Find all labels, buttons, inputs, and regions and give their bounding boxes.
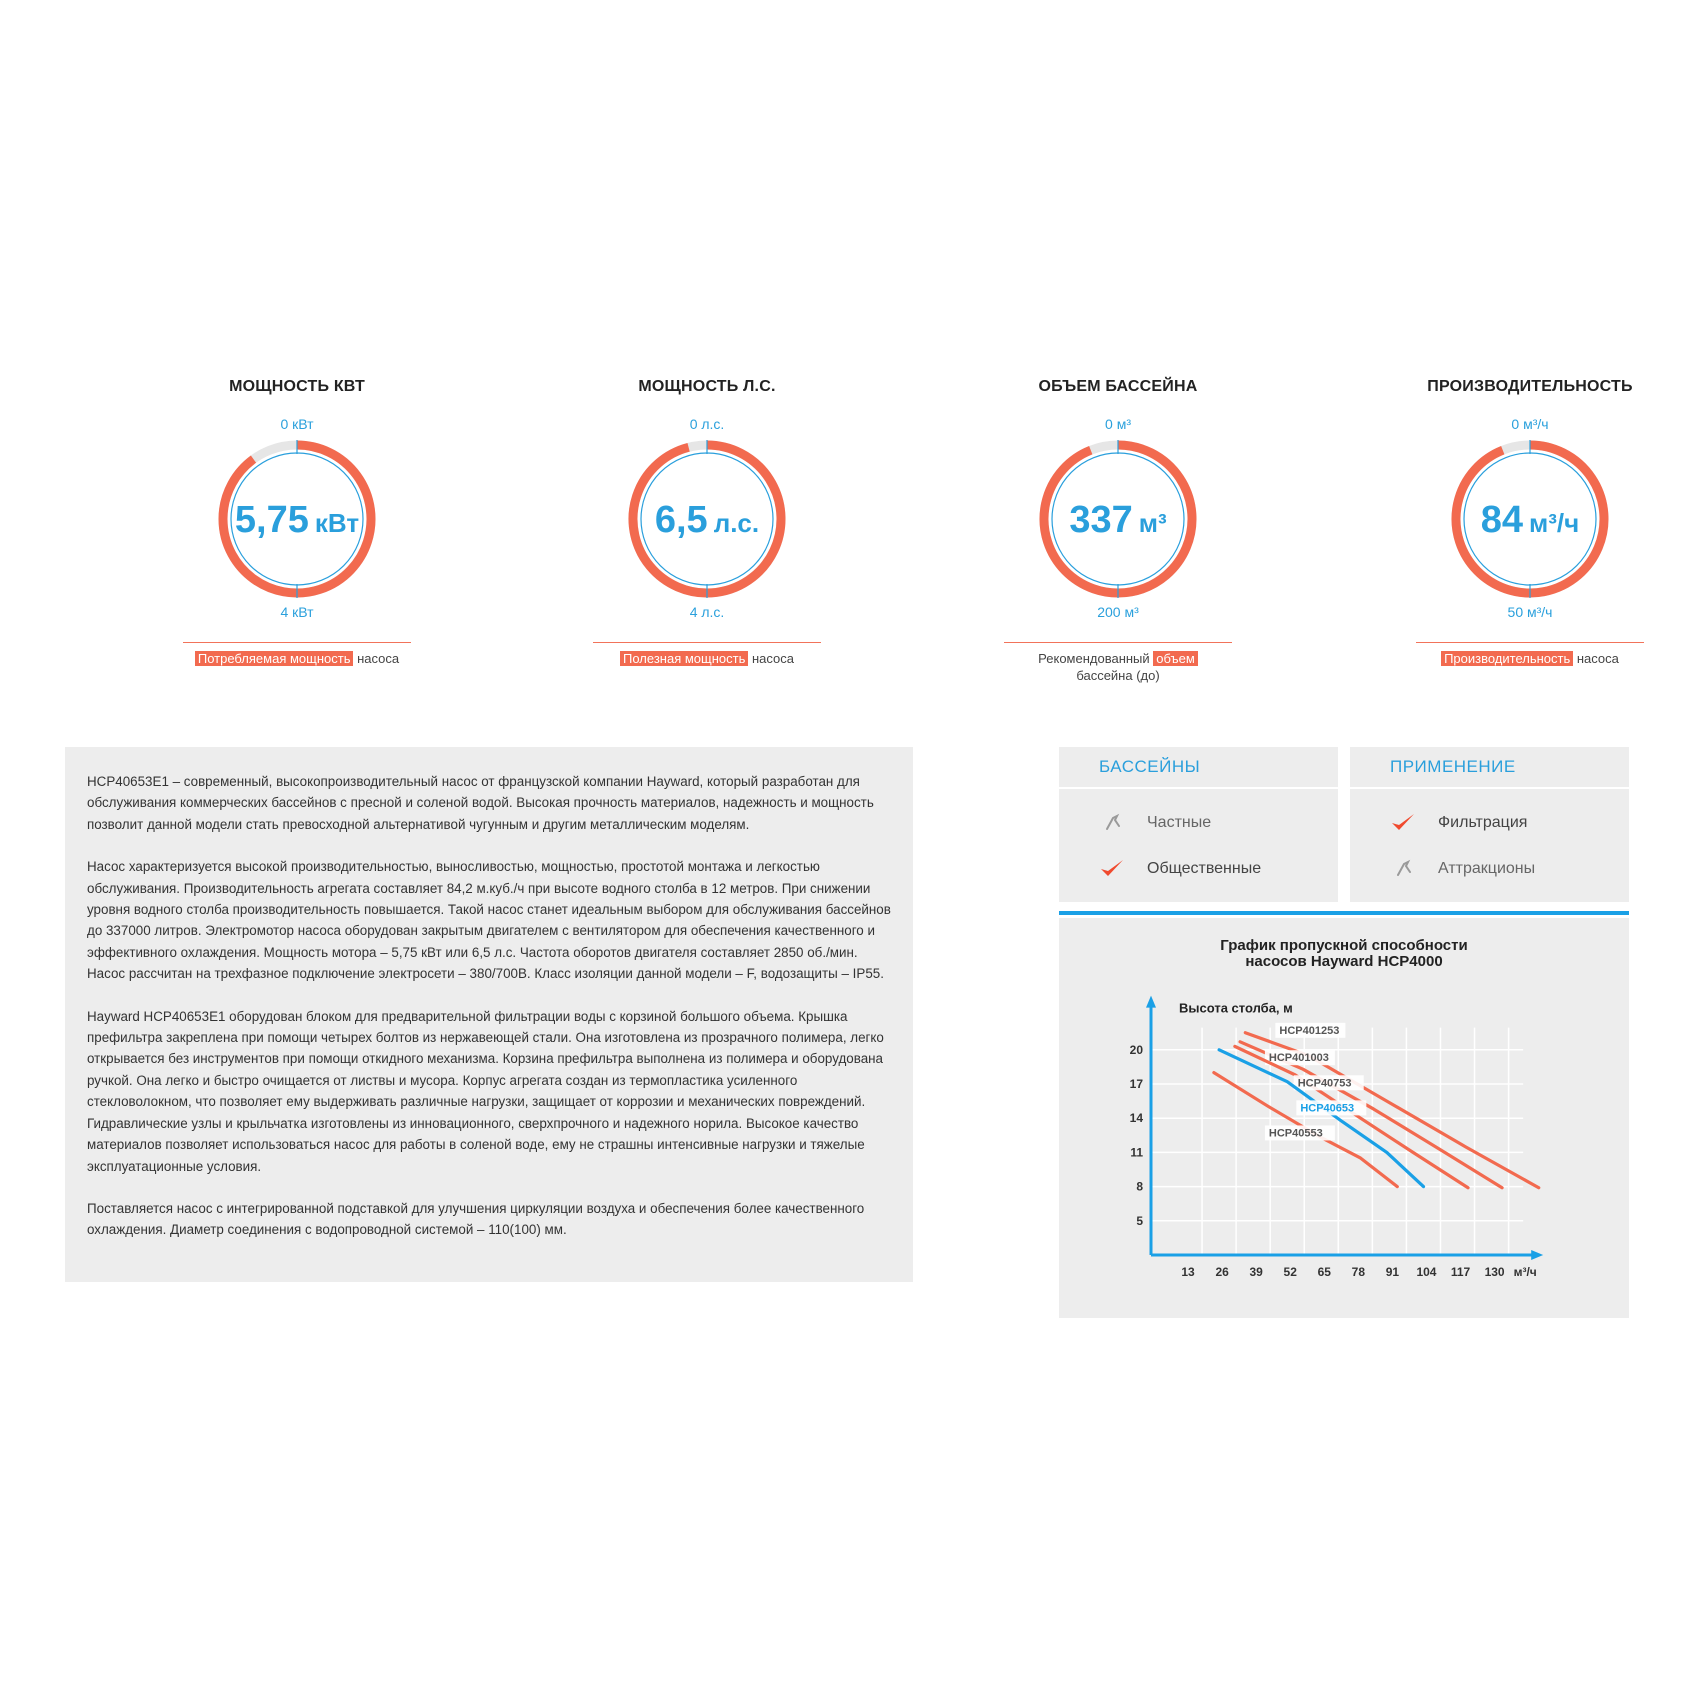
caption-text: насоса (353, 651, 400, 666)
gauge-value-number: 5,75 (234, 499, 309, 541)
gauge-max-label: 200 м³ (1097, 604, 1139, 620)
series-tag-label: HCP401003 (1268, 1052, 1329, 1065)
series-tag-label: HCP40753 (1297, 1077, 1352, 1090)
gauge-value-number: 337 (1069, 499, 1133, 541)
caption-highlight: Производительность (1441, 651, 1573, 666)
y-tick-label: 5 (1136, 1213, 1143, 1228)
gauge-power-kw (177, 378, 417, 667)
x-tick-label: 65 (1317, 1265, 1331, 1279)
y-tick-label: 11 (1130, 1145, 1143, 1160)
series-tag-label: HCP40653 (1300, 1102, 1355, 1115)
x-tick-label: 104 (1416, 1265, 1437, 1279)
gauge-dial (212, 434, 382, 604)
cross-icon (1390, 858, 1416, 880)
y-axis-arrow-icon (1146, 996, 1156, 1008)
gauge-value-number: 84 (1480, 499, 1524, 541)
gauge-caption (998, 650, 1238, 684)
x-axis-unit: м³/ч (1513, 1265, 1537, 1279)
gauge-value-unit: м³ (1138, 508, 1167, 538)
gauge-value-unit: л.с. (713, 508, 760, 538)
caption-text: насоса (1573, 651, 1619, 666)
description-paragraph: HCP40653E1 – современный, высокопроизводительный насос от французской компании Hayward, который разработан для обслуживания коммерческих бассейнов с пресной и соленой водой. Высокая прочность материалов, надежность и мощность позволит данной модели стать превосходной альтернативой чугунным и другим металлическим моделям. (87, 774, 874, 832)
description-paragraph: Hayward HCP40653E1 оборудован блоком для предварительной фильтрации воды с корзиной большого объема. Крышка префильтра закреплена при помощи четырех болтов из нержавеющей стали. Она изготовлена из прозрачного полимера, легко открывается без инструментов при помощи откидного механизма. Корзина префильтра выполнена из полимера и оборудована ручкой. Она легко и быстро очищается от листвы и мусора. Корпус агрегата создан из термопластика усиленного стекловолокном, что позволяет ему выдерживать различные нагрузки, защищает от коррозии и механических повреждений. Гидравлические узлы и крыльчатка изготовлены из инновационного, сверхпрочного и надежного норила. Высокое качество материалов позволяет использоваться насос для работы в соленой воде, ему не страшны интенсивные нагрузки и тяжелые эксплуатационные условия. (87, 1008, 884, 1174)
flow-chart-panel (1059, 918, 1629, 1318)
divider (1416, 642, 1644, 643)
panel-title: БАССЕЙНЫ (1059, 747, 1338, 789)
gauge-max-label: 50 м³/ч (1507, 604, 1553, 620)
checkmark-icon (1099, 858, 1125, 880)
gauge-min-label: 0 м³ (1105, 416, 1131, 432)
gauge-power-hp (587, 378, 827, 667)
gauge-title: ОБЪЕМ БАССЕЙНА (1038, 378, 1198, 395)
checkmark-icon (1390, 812, 1416, 834)
divider (1004, 642, 1232, 643)
pools-panel (1059, 747, 1338, 902)
description-paragraph: Насос характеризуется высокой производительностью, выносливостью, мощностью, простотой монтажа и легкостью обслуживания. Производительность агрегата составляет 84,2 м.куб./ч при высоте водного столба в 12 метров. При снижении уровня водного столба производительность повышается. Такой насос станет идеальным выбором для обслуживания бассейнов до 337000 литров. Электромотор насоса оборудован закрытым двигателем с вентилятором для обеспечения качественного и эффективного охлаждения. Мощность мотора – 5,75 кВт или 6,5 л.с. Частота оборотов двигателя составляет 2850 об./мин. Насос рассчитан на трехфазное подключение электросети – 380/700В. Класс изоляции данной модели – F, водозащиты – IP55. (87, 859, 891, 982)
y-tick-label: 17 (1129, 1077, 1143, 1091)
gauge-max-label: 4 л.с. (689, 604, 725, 620)
chart-title-line1: График пропускной способности (1220, 937, 1468, 954)
gauge-caption (1410, 650, 1650, 667)
y-tick-label: 8 (1136, 1179, 1143, 1194)
cross-icon (1099, 812, 1125, 834)
gauge-value-number: 6,5 (654, 499, 708, 541)
feature-attractions (1350, 846, 1629, 892)
flow-chart (1059, 918, 1629, 1318)
caption-text-pre: Рекомендованный (1038, 651, 1154, 666)
series-tag-label: HCP401253 (1279, 1024, 1340, 1037)
divider (593, 642, 821, 643)
section-divider (1059, 911, 1629, 915)
gauge-dial (1033, 434, 1203, 604)
y-tick-label: 14 (1129, 1111, 1143, 1126)
description-paragraph: Поставляется насос с интегрированной подставкой для улучшения циркуляции воздуха и обеспечения более качественного охлаждения. Диаметр соединения с водопроводной системой – 110(100) мм. (87, 1200, 865, 1238)
caption-highlight: Полезная мощность (620, 651, 748, 666)
caption-highlight: Потребляемая мощность (195, 651, 354, 666)
x-tick-label: 117 (1450, 1265, 1471, 1279)
panel-title: ПРИМЕНЕНИЕ (1350, 747, 1629, 789)
gauge-value-unit: кВт (314, 508, 360, 538)
series-tag-label: HCP40553 (1268, 1127, 1323, 1140)
feature-label: Фильтрация (1438, 814, 1528, 831)
y-axis-label: Высота столба, м (1179, 1000, 1293, 1016)
gauge-min-label: 0 м³/ч (1511, 416, 1549, 432)
feature-label: Общественные (1147, 860, 1262, 877)
gauge-caption (177, 650, 417, 667)
gauge-performance (1410, 378, 1650, 667)
caption-text: насоса (748, 651, 794, 666)
x-axis-arrow-icon (1531, 1250, 1543, 1260)
feature-public (1059, 846, 1338, 892)
x-tick-label: 39 (1249, 1265, 1263, 1279)
gauge-pool-volume (998, 378, 1238, 684)
product-description (65, 747, 913, 1282)
y-tick-label: 20 (1129, 1042, 1143, 1057)
x-tick-label: 52 (1283, 1265, 1297, 1279)
feature-label: Частные (1147, 814, 1212, 831)
feature-private (1059, 800, 1338, 846)
feature-filtration (1350, 800, 1629, 846)
caption-highlight: объем (1153, 651, 1198, 666)
gauge-max-label: 4 кВт (280, 604, 314, 620)
chart-grid (1151, 1028, 1523, 1255)
x-tick-label: 130 (1484, 1265, 1505, 1279)
divider (183, 642, 411, 643)
gauge-title: МОЩНОСТЬ КВТ (229, 378, 365, 395)
gauge-title: ПРОИЗВОДИТЕЛЬНОСТЬ (1427, 378, 1633, 395)
gauge-value-unit: м³/ч (1529, 508, 1580, 538)
feature-label: Аттракционы (1438, 860, 1536, 877)
caption-text: бассейна (до) (1076, 668, 1160, 683)
gauge-dial (1445, 434, 1615, 604)
usage-panel (1350, 747, 1629, 902)
x-tick-label: 78 (1351, 1265, 1366, 1279)
gauge-min-label: 0 л.с. (689, 416, 725, 432)
gauge-dial (622, 434, 792, 604)
chart-title-line2: насосов Hayward HCP4000 (1245, 953, 1443, 970)
gauge-title: МОЩНОСТЬ Л.С. (638, 378, 776, 395)
gauge-min-label: 0 кВт (280, 416, 314, 432)
gauge-caption (587, 650, 827, 667)
x-tick-label: 13 (1181, 1265, 1195, 1279)
x-tick-label: 26 (1215, 1265, 1229, 1279)
x-tick-label: 91 (1385, 1265, 1400, 1279)
